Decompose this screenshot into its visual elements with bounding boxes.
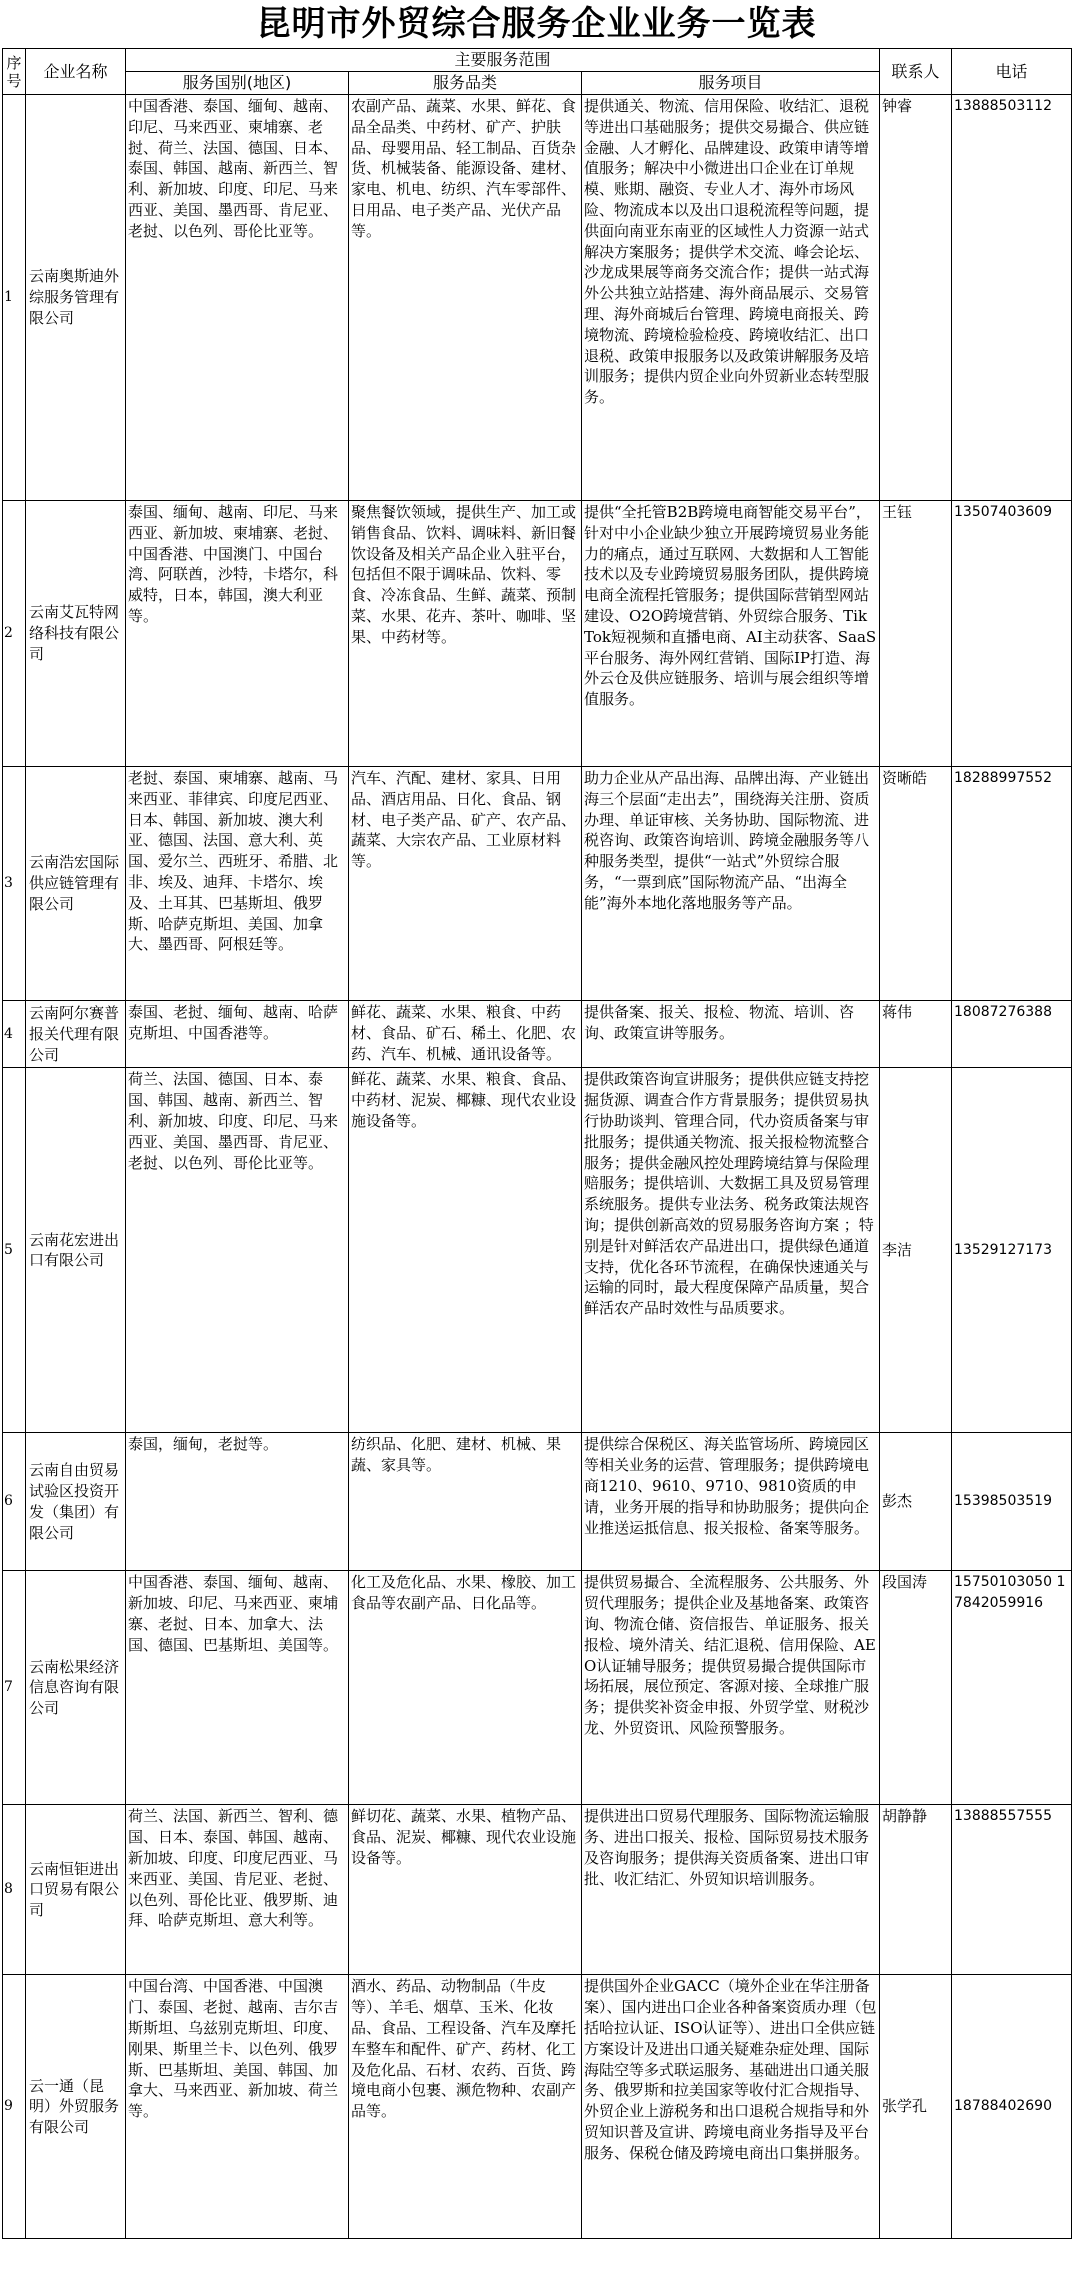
phone-number: 15750103050 17842059916 <box>952 1571 1072 1805</box>
header-company: 企业名称 <box>26 49 126 95</box>
service-regions: 泰国、老挝、缅甸、越南、哈萨克斯坦、中国香港等。 <box>126 1001 349 1068</box>
service-items: 助力企业从产品出海、品牌出海、产业链出海三个层面“走出去”，围绕海关注册、资质办理、单证审核、关务协助、国际物流、进税咨询、政策咨询培训、跨境金融服务等八种服务类型，提供“一站式”外贸综合服务，“一票到底”国际物流产品、“出海全能”海外本地化落地服务等产品。 <box>582 767 880 1001</box>
row-index: 8 <box>3 1805 26 1975</box>
header-scope: 主要服务范围 <box>126 49 880 72</box>
service-items: 提供“全托管B2B跨境电商智能交易平台”，针对中小企业缺少独立开展跨境贸易业务能力的痛点，通过互联网、大数据和人工智能技术以及专业跨境贸易服务团队，提供跨境电商全流程托管服务；提供国际营销型网站建设、O2O跨境营销、外贸综合服务、TikTok短视频和直播电商、AI主动获客、SaaS平台服务、海外网红营销、国际IP打造、海外云仓及供应链服务、培训与展会组织等增值服务。 <box>582 501 880 767</box>
table-row <box>3 1433 1072 1571</box>
table-row <box>3 1001 1072 1068</box>
table-row <box>3 1975 1072 2239</box>
contact-person: 彭杰 <box>880 1433 952 1571</box>
header-index: 序号 <box>3 49 26 95</box>
phone-number: 15398503519 <box>952 1433 1072 1571</box>
company-name: 云南阿尔赛普报关代理有限公司 <box>26 1001 126 1068</box>
company-name: 云南花宏进出口有限公司 <box>26 1068 126 1433</box>
contact-person: 蒋伟 <box>880 1001 952 1068</box>
row-index: 9 <box>3 1975 26 2239</box>
row-index: 4 <box>3 1001 26 1068</box>
contact-person: 胡静静 <box>880 1805 952 1975</box>
header-categories: 服务品类 <box>349 72 582 95</box>
service-categories: 鲜切花、蔬菜、水果、植物产品、食品、泥炭、椰糠、现代农业设施设备等。 <box>349 1805 582 1975</box>
phone-number: 13507403609 <box>952 501 1072 767</box>
table-row <box>3 1805 1072 1975</box>
phone-number: 13888557555 <box>952 1805 1072 1975</box>
table-row <box>3 1571 1072 1805</box>
service-regions: 泰国，缅甸，老挝等。 <box>126 1433 349 1571</box>
service-regions: 中国香港、泰国、缅甸、越南、印尼、马来西亚、柬埔寨、老挝、荷兰、法国、德国、日本、泰国、韩国、越南、新西兰、智利、新加坡、印度、印尼、马来西亚、美国、墨西哥、肯尼亚、老挝、以色列、哥伦比亚等。 <box>126 95 349 501</box>
phone-number: 18288997552 <box>952 767 1072 1001</box>
company-name: 云南松果经济信息咨询有限公司 <box>26 1571 126 1805</box>
service-items: 提供国外企业GACC（境外企业在华注册备案）、国内进出口企业各种备案资质办理（包括哈拉认证、ISO认证等）、进出口全供应链方案设计及进出口通关疑难杂症处理、国际海陆空等多式联运服务、基础进出口通关服务、俄罗斯和拉美国家等收付汇合规指导、外贸企业上游税务和出口退税合规指导和外贸知识普及宣讲、跨境电商业务指导及平台服务、保税仓储及跨境电商出口集拼服务。 <box>582 1975 880 2239</box>
service-items: 提供贸易撮合、全流程服务、公共服务、外贸代理服务；提供企业及基地备案、政策咨询、物流仓储、资信报告、单证服务、报关报检、境外清关、结汇退税、信用保险、AEO认证辅导服务；提供贸易撮合提供国际市场拓展，展位预定、客源对接、全球推广服务；提供奖补资金申报、外贸学堂、财税沙龙、外贸资讯、风险预警服务。 <box>582 1571 880 1805</box>
service-regions: 中国香港、泰国、缅甸、越南、新加坡、印尼、马来西亚、柬埔寨、老挝、日本、加拿大、法国、德国、巴基斯坦、美国等。 <box>126 1571 349 1805</box>
service-regions: 荷兰、法国、德国、日本、泰国、韩国、越南、新西兰、智利、新加坡、印度、印尼、马来西亚、美国、墨西哥、肯尼亚、老挝、以色列、哥伦比亚等。 <box>126 1068 349 1433</box>
phone-number: 13888503112 <box>952 95 1072 501</box>
company-name: 云一通（昆明）外贸服务有限公司 <box>26 1975 126 2239</box>
service-items: 提供备案、报关、报检、物流、培训、咨询、政策宣讲等服务。 <box>582 1001 880 1068</box>
row-index: 3 <box>3 767 26 1001</box>
company-name: 云南自由贸易试验区投资开发（集团）有限公司 <box>26 1433 126 1571</box>
row-index: 1 <box>3 95 26 501</box>
header-phone: 电话 <box>952 49 1072 95</box>
service-items: 提供通关、物流、信用保险、收结汇、退税等进出口基础服务；提供交易撮合、供应链金融、人才孵化、品牌建设、政策申请等增值服务；解决中小微进出口企业在订单规模、账期、融资、专业人才、海外市场风险、物流成本以及出口退税流程等问题，提供面向南亚东南亚的区域性人力资源一站式解决方案服务；提供学术交流、峰会论坛、沙龙成果展等商务交流合作；提供一站式海外公共独立站搭建、海外商品展示、交易管理、海外商城后台管理、跨境电商报关、跨境物流、跨境检验检疫、跨境收结汇、出口退税、政策申报服务以及政策讲解服务及培训服务；提供内贸企业向外贸新业态转型服务。 <box>582 95 880 501</box>
table-row <box>3 767 1072 1001</box>
service-categories: 酒水、药品、动物制品（牛皮等）、羊毛、烟草、玉米、化妆品、食品、工程设备、汽车及摩托车整车和配件、矿产、药材、化工及危化品、石材、农药、百货、跨境电商小包裹、濒危物种、农副产品等。 <box>349 1975 582 2239</box>
contact-person: 段国涛 <box>880 1571 952 1805</box>
contact-person: 李洁 <box>880 1068 952 1433</box>
enterprise-table <box>2 48 1072 2239</box>
service-regions: 中国台湾、中国香港、中国澳门、泰国、老挝、越南、吉尔吉斯斯坦、乌兹别克斯坦、印度、刚果、斯里兰卡、以色列、俄罗斯、巴基斯坦、美国、韩国、加拿大、马来西亚、新加坡、荷兰等。 <box>126 1975 349 2239</box>
service-categories: 化工及危化品、水果、橡胶、加工食品等农副产品、日化品等。 <box>349 1571 582 1805</box>
service-categories: 纺织品、化肥、建材、机械、果蔬、家具等。 <box>349 1433 582 1571</box>
company-name: 云南浩宏国际供应链管理有限公司 <box>26 767 126 1001</box>
service-categories: 鲜花、蔬菜、水果、粮食、中药材、食品、矿石、稀土、化肥、农药、汽车、机械、通讯设备等。 <box>349 1001 582 1068</box>
service-categories: 鲜花、蔬菜、水果、粮食、食品、中药材、泥炭、椰糠、现代农业设施设备等。 <box>349 1068 582 1433</box>
row-index: 7 <box>3 1571 26 1805</box>
table-row <box>3 95 1072 501</box>
company-name: 云南奥斯迪外综服务管理有限公司 <box>26 95 126 501</box>
service-items: 提供政策咨询宣讲服务；提供供应链支持挖掘货源、调查合作方背景服务；提供贸易执行协助谈判、管理合同，代办资质备案与审批服务；提供通关物流、报关报检物流整合服务；提供金融风控处理跨境结算与保险理赔服务；提供培训、大数据工具及贸易管理系统服务。提供专业法务、税务政策法规咨询；提供创新高效的贸易服务咨询方案 ；特别是针对鲜活农产品进出口，提供绿色通道支持，优化各环节流程，在确保快速通关与运输的同时，最大程度保障产品质量，契合鲜活农产品时效性与品质要求。 <box>582 1068 880 1433</box>
service-regions: 老挝、泰国、柬埔寨、越南、马来西亚、菲律宾、印度尼西亚、日本、韩国、新加坡、澳大利亚、德国、法国、意大利、英国、爱尔兰、西班牙、希腊、北非、埃及、迪拜、卡塔尔、埃及、土耳其、巴基斯坦、俄罗斯、哈萨克斯坦、美国、加拿大、墨西哥、阿根廷等。 <box>126 767 349 1001</box>
phone-number: 13529127173 <box>952 1068 1072 1433</box>
contact-person: 资晰皓 <box>880 767 952 1001</box>
header-services: 服务项目 <box>582 72 880 95</box>
service-regions: 泰国、缅甸、越南、印尼、马来西亚、新加坡、柬埔寨、老挝、中国香港、中国澳门、中国台湾、阿联酋，沙特，卡塔尔，科威特，日本，韩国，澳大利亚等。 <box>126 501 349 767</box>
phone-number: 18087276388 <box>952 1001 1072 1068</box>
header-regions: 服务国别(地区) <box>126 72 349 95</box>
service-categories: 汽车、汽配、建材、家具、日用品、酒店用品、日化、食品、钢材、电子类产品、矿产、农产品、蔬菜、大宗农产品、工业原材料等。 <box>349 767 582 1001</box>
row-index: 5 <box>3 1068 26 1433</box>
contact-person: 钟睿 <box>880 95 952 501</box>
service-items: 提供综合保税区、海关监管场所、跨境园区等相关业务的运营、管理服务；提供跨境电商1210、9610、9710、9810资质的申请，业务开展的指导和协助服务；提供向企业推送运抵信息、报关报检、备案等服务。 <box>582 1433 880 1571</box>
row-index: 6 <box>3 1433 26 1571</box>
company-name: 云南恒钜进出口贸易有限公司 <box>26 1805 126 1975</box>
page-title: 昆明市外贸综合服务企业业务一览表 <box>256 4 817 44</box>
contact-person: 王钰 <box>880 501 952 767</box>
service-categories: 农副产品、蔬菜、水果、鲜花、食品全品类、中药材、矿产、护肤品、母婴用品、轻工制品、百货杂货、机械装备、能源设备、建材、家电、机电、纺织、汽车零部件、日用品、电子类产品、光伏产品等。 <box>349 95 582 501</box>
service-items: 提供进出口贸易代理服务、国际物流运输服务、进出口报关、报检、国际贸易技术服务及咨询服务；提供海关资质备案、进出口审批、收汇结汇、外贸知识培训服务。 <box>582 1805 880 1975</box>
table-row <box>3 1068 1072 1433</box>
row-index: 2 <box>3 501 26 767</box>
phone-number: 18788402690 <box>952 1975 1072 2239</box>
table-row <box>3 501 1072 767</box>
contact-person: 张学孔 <box>880 1975 952 2239</box>
header-contact: 联系人 <box>880 49 952 95</box>
service-regions: 荷兰、法国、新西兰、智利、德国、日本、泰国、韩国、越南、新加坡、印度、印度尼西亚、马来西亚、美国、肯尼亚、老挝、以色列、哥伦比亚、俄罗斯、迪拜、哈萨克斯坦、意大利等。 <box>126 1805 349 1975</box>
company-name: 云南艾瓦特网络科技有限公司 <box>26 501 126 767</box>
service-categories: 聚焦餐饮领域，提供生产、加工或销售食品、饮料、调味料、新旧餐饮设备及相关产品企业入驻平台，包括但不限于调味品、饮料、零食、冷冻食品、生鲜、蔬菜、预制菜、水果、花卉、茶叶、咖啡、坚果、中药材等。 <box>349 501 582 767</box>
